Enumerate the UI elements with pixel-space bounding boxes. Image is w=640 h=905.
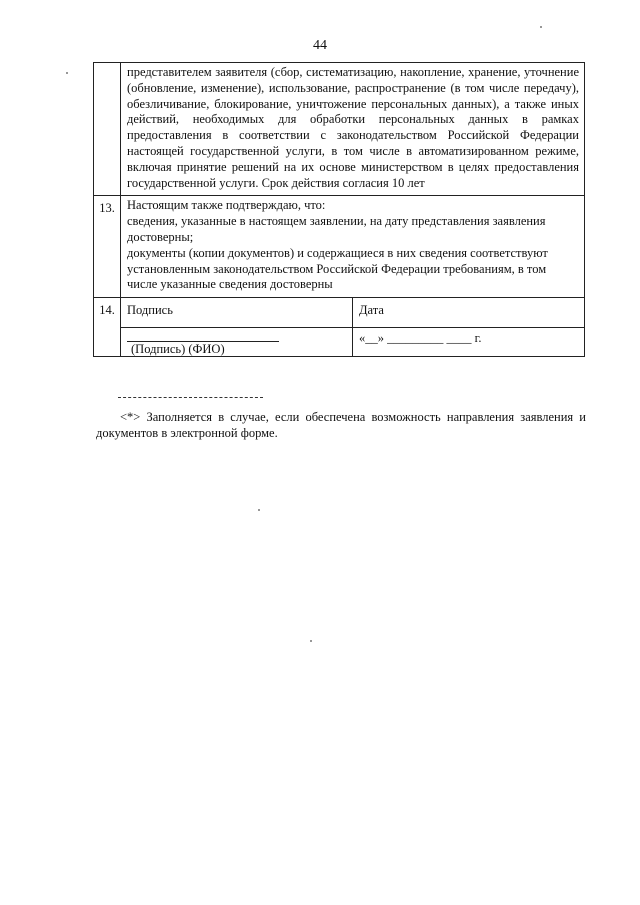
confirmation-item-1: сведения, указанные в настоящем заявлении, на дату представления заявления достоверны;: [127, 214, 546, 244]
signature-label: Подпись: [121, 298, 353, 328]
signature-field[interactable]: [121, 328, 353, 357]
date-field[interactable]: [353, 328, 585, 357]
table-row-14-labels: [94, 298, 585, 328]
scan-speck: [310, 640, 312, 642]
table-row-14-fields: [94, 328, 585, 357]
signature-caption: (Подпись) (ФИО): [131, 342, 225, 357]
row-number: 14.: [94, 298, 121, 357]
table-row-13: [94, 196, 585, 298]
date-template: «__» _________ ____ г.: [359, 331, 482, 346]
scan-speck: [540, 26, 542, 28]
scan-speck: [66, 72, 68, 74]
date-label: Дата: [353, 298, 585, 328]
row-number: 13.: [94, 196, 121, 298]
confirmation-item-2: документы (копии документов) и содержащиеся в них сведения соответствуют установленным законодательством Российской Федерации требованиям, в том числе указанные сведения достоверны: [127, 245, 548, 292]
row-content: [121, 196, 585, 298]
consent-text: представителем заявителя (сбор, систематизацию, накопление, хранение, уточнение (обновление, изменение), использование, распространение (в том числе передачу), обезличивание, блокирование, уничтожение персональных данных), а также иных действий, необходимых для обработки персональных данных в рамках предоставления в соответствии с законодательством Российской Федерации настоящей государственной услуги, в том числе в автоматизированном режиме, включая принятие решений на их основе министерством в целях предоставления государственной услуги. Срок действия согласия 10 лет: [127, 65, 579, 190]
application-form-table: [93, 62, 585, 357]
footnote-separator: [118, 397, 263, 398]
footnote-text: <*> Заполняется в случае, если обеспечена возможность направления заявления и документов в электронной форме.: [96, 410, 586, 440]
row-content: [121, 63, 585, 196]
confirmation-intro: Настоящим также подтверждаю, что:: [127, 198, 326, 213]
scan-speck: [258, 509, 260, 511]
table-row-consent: [94, 63, 585, 196]
row-number: [94, 63, 121, 196]
page-number: 44: [313, 38, 327, 53]
